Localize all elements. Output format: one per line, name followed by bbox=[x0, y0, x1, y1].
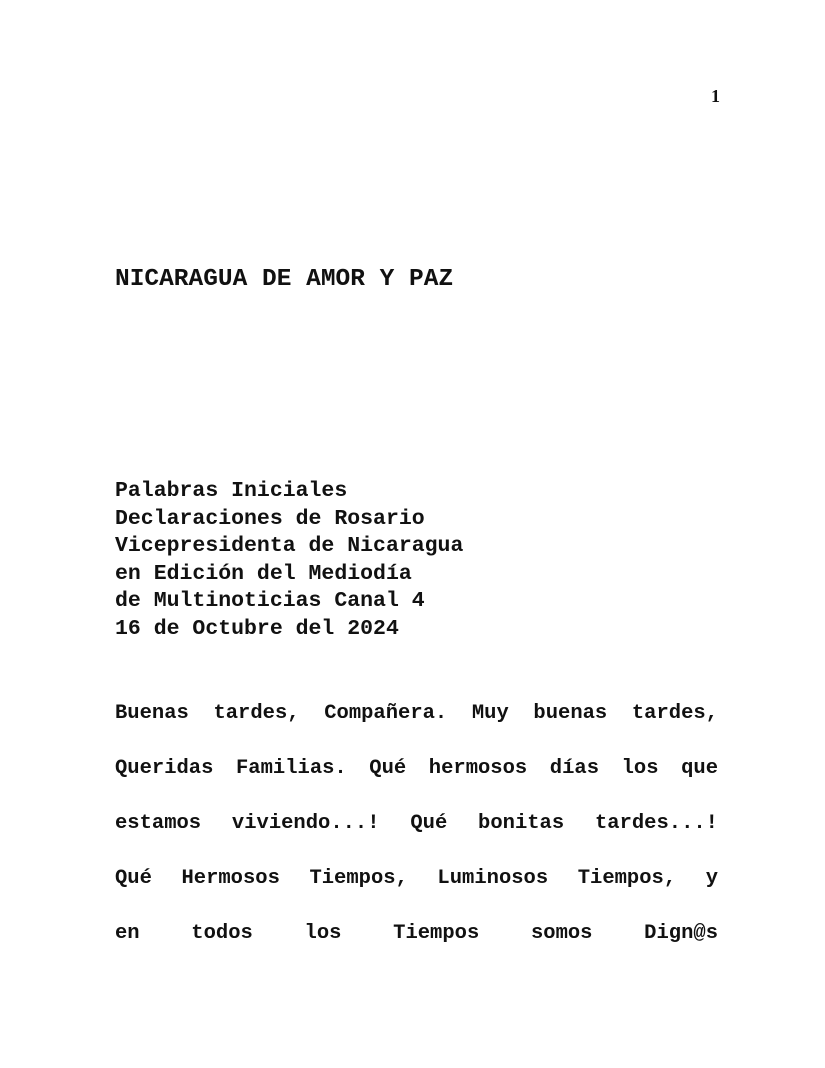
body-line: Buenas tardes, Compañera. Muy buenas tardes, bbox=[115, 702, 718, 725]
speech-header bbox=[115, 478, 463, 644]
body-line: Qué Hermosos Tiempos, Luminosos Tiempos, y bbox=[115, 867, 718, 890]
header-line: de Multinoticias Canal 4 bbox=[115, 589, 425, 614]
body-line: Queridas Familias. Qué hermosos días los que bbox=[115, 757, 718, 780]
document-title: NICARAGUA DE AMOR Y PAZ bbox=[115, 266, 454, 293]
page-number: 1 bbox=[711, 86, 720, 106]
body-line: estamos viviendo...! Qué bonitas tardes...! bbox=[115, 812, 718, 835]
header-line: Palabras Iniciales bbox=[115, 479, 348, 503]
body-line: en todos los Tiempos somos Dign@s bbox=[115, 922, 718, 945]
header-line: en Edición del Mediodía bbox=[115, 561, 412, 586]
header-line: Declaraciones de Rosario bbox=[115, 506, 425, 531]
header-line: Vicepresidenta de Nicaragua bbox=[115, 534, 464, 559]
body-paragraph bbox=[115, 697, 718, 972]
header-line: 16 de Octubre del 2024 bbox=[115, 616, 399, 641]
